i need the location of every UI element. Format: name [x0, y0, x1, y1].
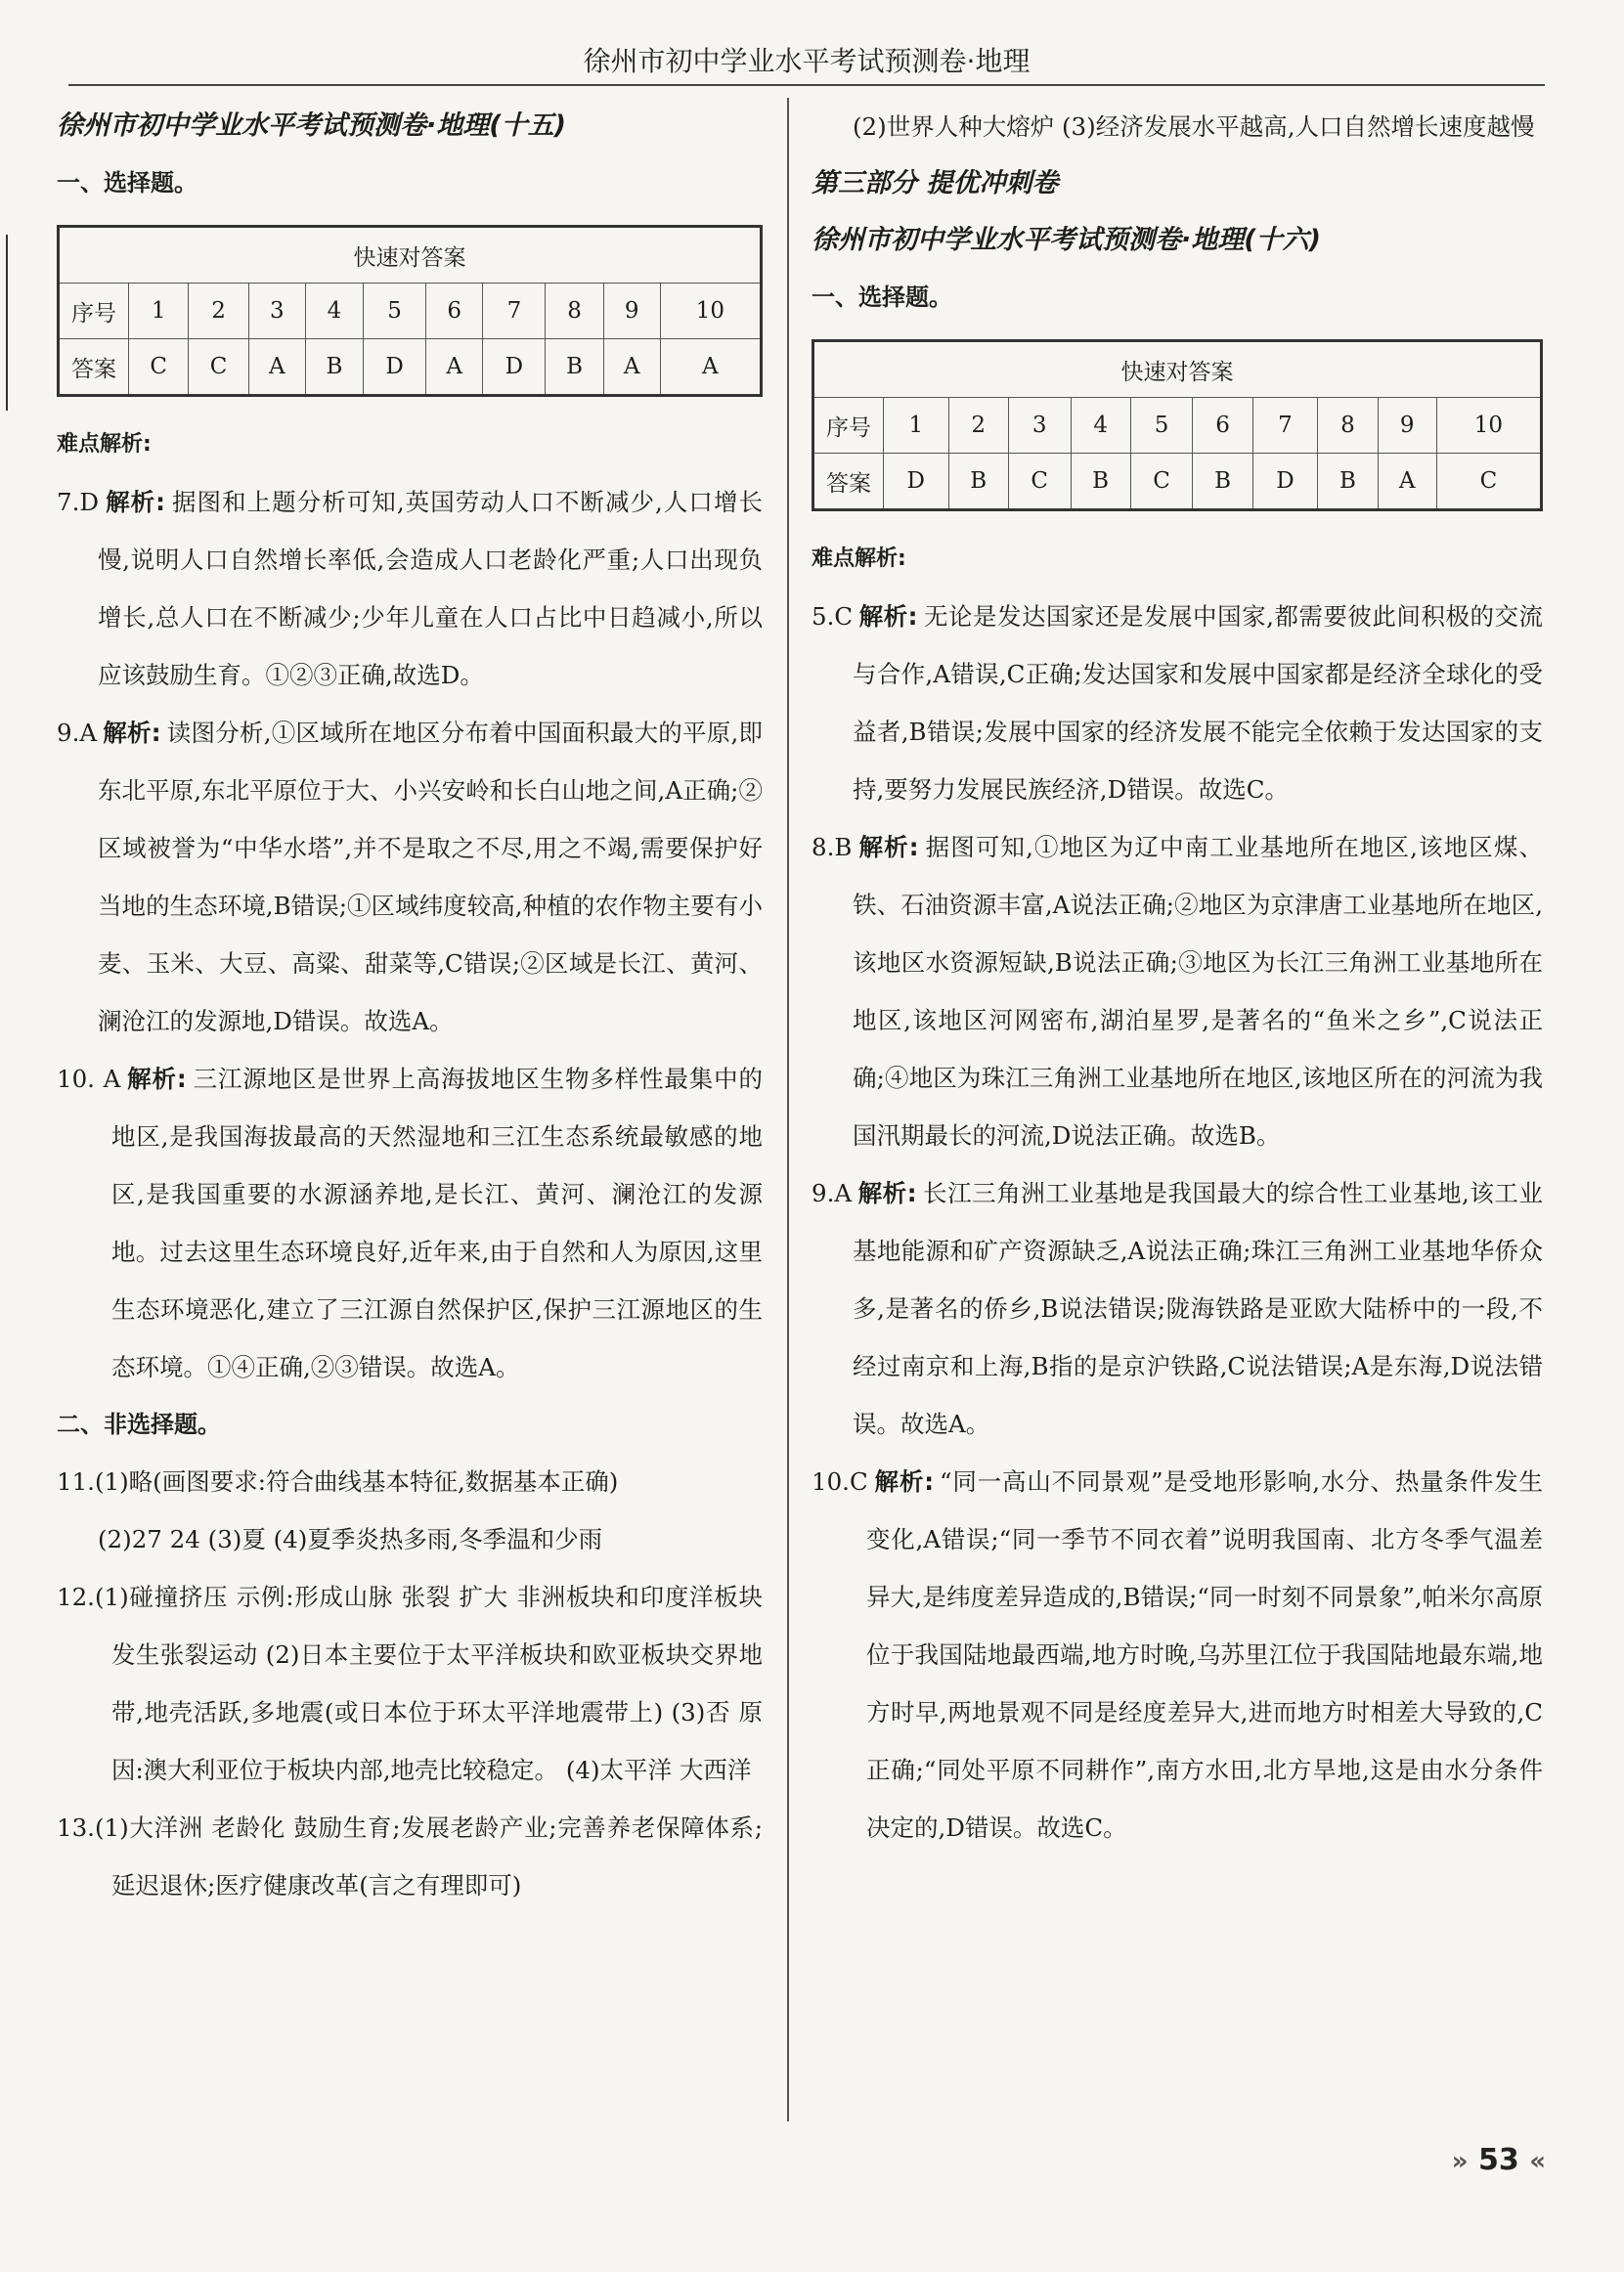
question-number: 10.C — [812, 1467, 868, 1496]
question-number: 9.A — [812, 1179, 853, 1207]
analysis-tag: 解析: — [103, 719, 161, 747]
analysis-heading: 难点解析: — [812, 546, 906, 571]
table-cell: 3 — [1008, 398, 1071, 454]
row-label: 序号 — [813, 398, 884, 454]
analysis-heading: 难点解析: — [57, 432, 152, 457]
analysis-tag: 解析: — [857, 1179, 917, 1207]
table-row-numbers — [813, 398, 1542, 454]
question-number: 7.D — [57, 488, 100, 516]
analysis-text: 三江源地区是世界上高海拔地区生物多样性最集中的地区,是我国海拔最高的天然湿地和三江生态系统最敏感的地区,是我国重要的水源涵养地,是长江、黄河、澜沧江的发源地。过去这里生态环境良好,近年来,由于自然和人为原因,这里生态环境恶化,建立了三江源自然保护区,保护三江源地区的生态环境。①④正确,②③错误。故选A。 — [111, 1065, 763, 1381]
section-choice-heading: 一、选择题。 — [812, 284, 952, 311]
double-chevron-right-icon: » — [1451, 2147, 1469, 2176]
table-row-numbers — [59, 284, 762, 339]
part-heading: 第三部分 提优冲刺卷 — [812, 168, 1059, 198]
table-cell: A — [426, 339, 483, 396]
row-label: 序号 — [59, 284, 129, 339]
question-number: 5.C — [812, 602, 854, 631]
table-cell: 1 — [884, 398, 949, 454]
table-cell: C — [189, 339, 248, 396]
table-cell: B — [1071, 454, 1130, 510]
table-cell: B — [948, 454, 1008, 510]
table-cell: 8 — [546, 284, 603, 339]
answer-q10 — [812, 1453, 1543, 1857]
page-footer — [1452, 2143, 1546, 2177]
answer-q11: 11.(1)略(画图要求:符合曲线基本特征,数据基本正确) — [57, 1467, 619, 1496]
table-cell: 1 — [129, 284, 189, 339]
table-cell: 7 — [1252, 398, 1318, 454]
table-cell: 4 — [1071, 398, 1130, 454]
analysis-text: 据图可知,①地区为辽中南工业基地所在地区,该地区煤、铁、石油资源丰富,A说法正确;②地区为京津唐工业基地所在地区,该地区水资源短缺,B说法正确;③地区为长江三角洲工业基地所在地区,该地区河网密布,湖泊星罗,是著名的“鱼米之乡”,C说法正确;④地区为珠江三角洲工业基地所在地区,该地区所在的河流为我国汛期最长的河流,D说法正确。故选B。 — [853, 833, 1543, 1150]
row-label: 答案 — [813, 454, 884, 510]
table-cell: 5 — [364, 284, 426, 339]
section-choice-heading: 一、选择题。 — [57, 169, 198, 197]
answer-q13: 13.(1)大洋洲 老龄化 鼓励生育;发展老龄产业;完善养老保障体系;延迟退休;医疗健康改革(言之有理即可) — [57, 1813, 763, 1900]
table-cell: 2 — [189, 284, 248, 339]
answer-q9 — [812, 1164, 1543, 1453]
analysis-tag: 解析: — [126, 1065, 187, 1093]
table-cell: B — [546, 339, 603, 396]
table-cell: A — [248, 339, 305, 396]
answer-q13-continued: (2)世界人种大熔炉 (3)经济发展水平越高,人口自然增长速度越慢 — [853, 112, 1535, 141]
table-cell: C — [1130, 454, 1193, 510]
analysis-tag: 解析: — [857, 833, 919, 861]
answer-q10 — [57, 1050, 763, 1396]
answer-q8 — [812, 818, 1543, 1164]
table-row-answers — [813, 454, 1542, 510]
table-cell: C — [1436, 454, 1541, 510]
analysis-text: 长江三角洲工业基地是我国最大的综合性工业基地,该工业基地能源和矿产资源缺乏,A说法正确;珠江三角洲工业基地华侨众多,是著名的侨乡,B说法错误;陇海铁路是亚欧大陆桥中的一段,不经过南京和上海,B指的是京沪铁路,C说法错误;A是东海,D说法错误。故选A。 — [853, 1179, 1543, 1438]
left-column — [57, 98, 763, 1914]
table-cell: D — [884, 454, 949, 510]
exam-title-15: 徐州市初中学业水平考试预测卷·地理(十五) — [57, 110, 566, 141]
table-cell: 9 — [1378, 398, 1436, 454]
table-cell: 3 — [248, 284, 305, 339]
answer-q9 — [57, 704, 763, 1050]
table-cell: 4 — [305, 284, 363, 339]
analysis-text: “同一高山不同景观”是受地形影响,水分、热量条件发生变化,A错误;“同一季节不同衣着”说明我国南、北方冬季气温差异大,是纬度差异造成的,B错误;“同一时刻不同景象”,帕米尔高原位于我国陆地最西端,地方时晚,乌苏里江位于我国陆地最东端,地方时早,两地景观不同是经度差异大,进而地方时相差大导致的,C正确;“同处平原不同耕作”,南方水田,北方旱地,这是由水分条件决定的,D错误。故选C。 — [866, 1467, 1543, 1842]
question-number: 9.A — [57, 719, 98, 747]
answer-q11-continued: (2)27 24 (3)夏 (4)夏季炎热多雨,冬季温和少雨 — [98, 1525, 603, 1553]
table-cell: 10 — [1436, 398, 1541, 454]
analysis-text: 读图分析,①区域所在地区分布着中国面积最大的平原,即东北平原,东北平原位于大、小兴安岭和长白山地之间,A正确;②区域被誉为“中华水塔”,并不是取之不尽,用之不竭,需要保护好当地的生态环境,B错误;①区域纬度较高,种植的农作物主要有小麦、玉米、大豆、高粱、甜菜等,C错误;②区域是长江、黄河、澜沧江的发源地,D错误。故选A。 — [98, 719, 763, 1035]
answer-table-caption: 快速对答案 — [59, 227, 762, 284]
table-cell: B — [1193, 454, 1252, 510]
answer-table-caption: 快速对答案 — [813, 341, 1542, 398]
question-number: 10. A — [57, 1065, 121, 1093]
left-edge-bracket — [0, 235, 8, 411]
answer-q5 — [812, 588, 1543, 818]
table-cell: C — [129, 339, 189, 396]
analysis-tag: 解析: — [105, 488, 165, 516]
table-cell: 2 — [948, 398, 1008, 454]
table-row-answers — [59, 339, 762, 396]
page-header: 徐州市初中学业水平考试预测卷·地理 — [68, 39, 1545, 86]
page-number: 53 — [1478, 2143, 1519, 2177]
table-cell: D — [1252, 454, 1318, 510]
question-number: 8.B — [812, 833, 853, 861]
table-cell: 8 — [1318, 398, 1378, 454]
table-cell: 9 — [603, 284, 660, 339]
answer-q12: 12.(1)碰撞挤压 示例:形成山脉 张裂 扩大 非洲板块和印度洋板块发生张裂运动 (2)日本主要位于太平洋板块和欧亚板块交界地带,地壳活跃,多地震(或日本位于环太平洋地震带上) (3)否 原因:澳大利亚位于板块内部,地壳比较稳定。 (4)太平洋 大西洋 — [57, 1583, 763, 1784]
table-cell: C — [1008, 454, 1071, 510]
table-cell: 7 — [483, 284, 546, 339]
analysis-text: 无论是发达国家还是发展中国家,都需要彼此间积极的交流与合作,A错误,C正确;发达国家和发展中国家都是经济全球化的受益者,B错误;发展中国家的经济发展不能完全依赖于发达国家的支持,要努力发展民族经济,D错误。故选C。 — [853, 602, 1543, 804]
analysis-text: 据图和上题分析可知,英国劳动人口不断减少,人口增长慢,说明人口自然增长率低,会造成人口老龄化严重;人口出现负增长,总人口在不断减少;少年儿童在人口占比中日趋减小,所以应该鼓励生育。①②③正确,故选D。 — [98, 488, 763, 689]
table-cell: 5 — [1130, 398, 1193, 454]
analysis-tag: 解析: — [858, 602, 918, 631]
section-nonchoice-heading: 二、非选择题。 — [57, 1411, 221, 1438]
table-cell: A — [660, 339, 761, 396]
table-cell: A — [1378, 454, 1436, 510]
table-cell: 6 — [426, 284, 483, 339]
table-cell: A — [603, 339, 660, 396]
analysis-tag: 解析: — [873, 1467, 934, 1496]
exam-title-16: 徐州市初中学业水平考试预测卷·地理(十六) — [812, 225, 1321, 255]
answer-table-16 — [812, 339, 1543, 511]
right-column — [812, 98, 1543, 1857]
answer-table-15 — [57, 225, 763, 397]
table-cell: D — [483, 339, 546, 396]
table-cell: B — [1318, 454, 1378, 510]
answer-q7 — [57, 473, 763, 704]
table-cell: 6 — [1193, 398, 1252, 454]
row-label: 答案 — [59, 339, 129, 396]
column-divider — [787, 98, 789, 2121]
table-cell: D — [364, 339, 426, 396]
table-cell: 10 — [660, 284, 761, 339]
double-chevron-left-icon: « — [1529, 2147, 1546, 2176]
table-cell: B — [305, 339, 363, 396]
